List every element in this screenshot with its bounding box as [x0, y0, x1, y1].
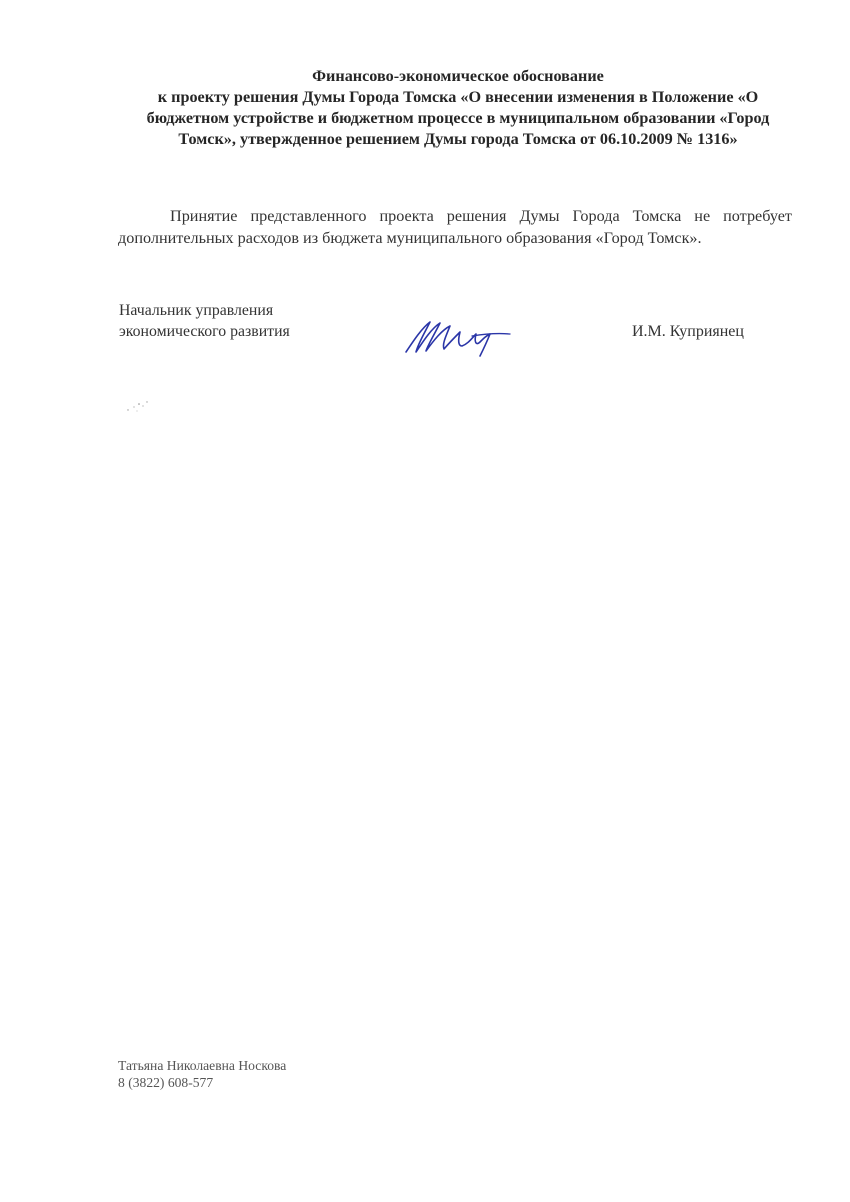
body-line: Принятие представленного проекта решения Думы Города Томска не потребует — [170, 207, 792, 225]
position-line: Начальник управления — [119, 302, 274, 319]
title-line: Томск», утвержденное решением Думы города Томска от 06.10.2009 № 1316» — [178, 130, 738, 148]
position-line: экономического развития — [119, 323, 290, 340]
executor-footer — [118, 1057, 286, 1091]
document-title — [118, 66, 798, 150]
speck — [133, 406, 134, 407]
title-line: Финансово-экономическое обоснование — [312, 67, 604, 85]
speck — [138, 403, 140, 405]
signature-stroke — [406, 322, 490, 356]
executor-phone: 8 (3822) 608-577 — [118, 1075, 214, 1090]
signer-name: И.М. Куприянец — [632, 323, 744, 340]
body-paragraph — [118, 205, 792, 249]
speck — [142, 405, 143, 406]
speck — [137, 411, 138, 412]
signatory-position — [119, 300, 290, 342]
title-line: к проекту решения Думы Города Томска «О внесении изменения в Положение «О — [157, 88, 759, 106]
handwritten-signature — [400, 314, 520, 358]
scan-specks — [120, 390, 160, 420]
executor-name: Татьяна Николаевна Носкова — [118, 1058, 287, 1073]
speck — [127, 409, 128, 410]
signature-stroke — [472, 334, 510, 336]
speck — [146, 401, 147, 402]
body-line: дополнительных расходов из бюджета муниципального образования «Город Томск». — [118, 229, 702, 247]
title-line: бюджетном устройстве и бюджетном процессе в муниципальном образовании «Город — [146, 109, 770, 127]
